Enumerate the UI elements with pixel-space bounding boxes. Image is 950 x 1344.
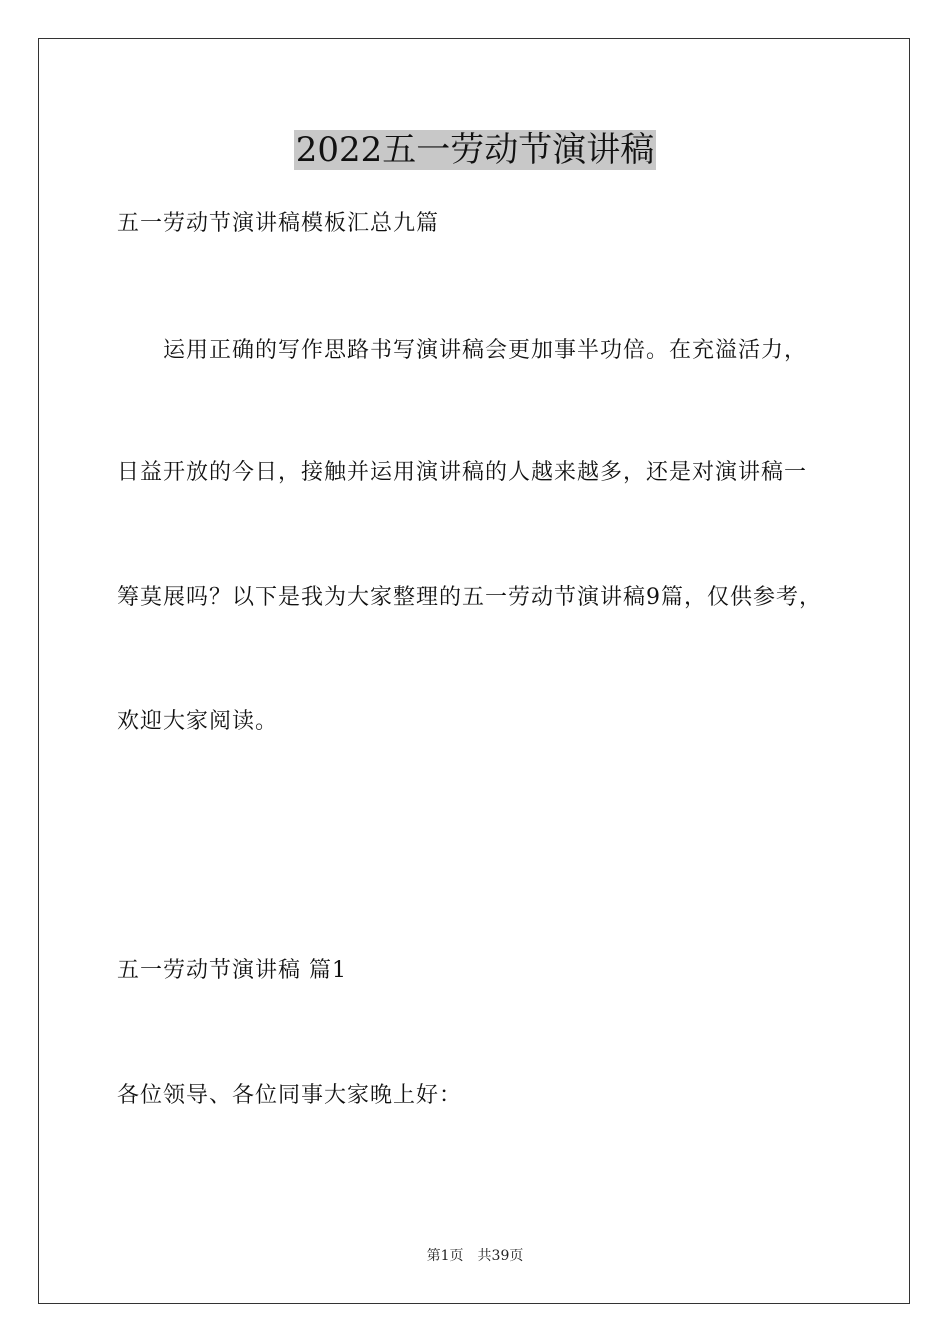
section-heading: 五一劳动节演讲稿 篇1 — [117, 958, 347, 983]
intro-line-2: 日益开放的今日，接触并运用演讲稿的人越来越多，还是对演讲稿一 — [117, 460, 808, 485]
document-subtitle: 五一劳动节演讲稿模板汇总九篇 — [117, 211, 440, 236]
page-number-footer: 第1页 共39页 — [426, 1248, 524, 1264]
document-title-text: 2022五一劳动节演讲稿 — [295, 130, 655, 170]
intro-line-4: 欢迎大家阅读。 — [117, 709, 279, 734]
document-title — [0, 128, 950, 172]
intro-line-3: 筹莫展吗？以下是我为大家整理的五一劳动节演讲稿9篇，仅供参考， — [117, 585, 822, 610]
intro-line-1: 运用正确的写作思路书写演讲稿会更加事半功倍。在充溢活力， — [163, 338, 808, 363]
greeting-line: 各位领导、各位同事大家晚上好： — [117, 1083, 463, 1108]
